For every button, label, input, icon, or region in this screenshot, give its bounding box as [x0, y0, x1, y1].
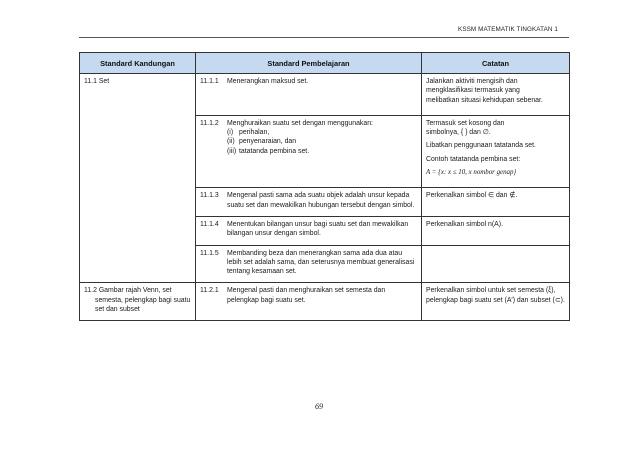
content-standard-cell	[80, 245, 196, 283]
sub-item-number: (ii)	[227, 138, 235, 146]
learning-standard-text: Menentukan bilangan unsur bagi suatu set dan mewakilkan bilangan unsur dengan simbol.	[227, 220, 409, 238]
note-text: Perkenalkan simbol untuk set semesta (ξ), pelengkap bagi suatu set (A′) dan subset (⊂).	[426, 287, 565, 304]
note-text: Contoh tatatanda pembina set:	[426, 155, 521, 163]
table-row	[80, 115, 570, 187]
notes-cell	[422, 74, 570, 116]
table-header-row	[80, 53, 570, 74]
learning-standard-number: 11.1.3	[200, 192, 219, 200]
learning-standard-cell	[196, 74, 422, 116]
learning-standard-text: Mengenal pasti sama ada suatu objek adalah unsur kepada suatu set dan mewakilkan hubungan tersebut dengan simbol.	[227, 192, 415, 209]
content-standard-cell	[80, 74, 196, 116]
learning-standard-number: 11.2.1	[200, 287, 219, 295]
note-text: Perkenalkan simbol ∈ dan ∉.	[426, 192, 518, 200]
column-header-standard-kandungan: Standard Kandungan	[80, 53, 196, 74]
notes-cell	[422, 188, 570, 217]
learning-standard-text: Membanding beza dan menerangkan sama ada dua atau lebih set adalah sama, dan seterusnya membuat generalisasi tentang kesamaan set.	[227, 249, 415, 276]
note-text: Libatkan penggunaan tatatanda set.	[426, 142, 536, 150]
set-builder-example: A = {x: x ≤ 10, x nombor genap}	[426, 169, 517, 177]
learning-standard-cell	[196, 188, 422, 217]
sub-item-text: penyenaraian, dan	[239, 138, 297, 146]
curriculum-table	[79, 52, 570, 321]
content-standard-cell	[80, 188, 196, 217]
column-header-standard-pembelajaran: Standard Pembelajaran	[196, 53, 422, 74]
content-standard-cell	[80, 216, 196, 245]
content-standard-text: 11.2 Gambar rajah Venn, set semesta, pelengkap bagi suatu set dan subset	[84, 287, 191, 314]
notes-cell	[422, 115, 570, 187]
learning-standard-cell	[196, 115, 422, 187]
content-standard-cell	[80, 283, 196, 321]
notes-cell	[422, 283, 570, 321]
notes-cell	[422, 216, 570, 245]
content-standard-cell	[80, 115, 196, 187]
table-row	[80, 216, 570, 245]
learning-standard-cell	[196, 245, 422, 283]
note-text: Perkenalkan simbol n(A).	[426, 220, 503, 228]
learning-standard-number: 11.1.4	[200, 220, 219, 228]
header-rule	[79, 37, 569, 38]
sub-item-text: perihalan,	[239, 129, 270, 137]
note-text: Jalankan aktiviti mengisih dan mengklasifikasi termasuk yang melibatkan situasi kehidupan sebenar.	[426, 78, 543, 104]
table-row	[80, 74, 570, 116]
column-header-catatan: Catatan	[422, 53, 570, 74]
sub-item-number: (iii)	[227, 147, 237, 155]
table-row	[80, 245, 570, 283]
table-row	[80, 283, 570, 321]
learning-standard-text: Menghuraikan suatu set dengan menggunakan:	[227, 119, 373, 127]
notes-cell	[422, 245, 570, 283]
learning-standard-number: 11.1.1	[200, 78, 219, 85]
content-standard-text: 11.1 Set	[84, 78, 110, 85]
table-row	[80, 188, 570, 217]
learning-standard-cell	[196, 216, 422, 245]
learning-standard-text: Menerangkan maksud set.	[227, 78, 309, 85]
sub-item-text: tatatanda pembina set.	[239, 147, 310, 155]
document-header: KSSM MATEMATIK TINGKATAN 1	[458, 26, 558, 33]
page-number: 69	[315, 402, 323, 411]
note-text: Termasuk set kosong dan simbolnya, { } dan ∅.	[426, 119, 505, 137]
sub-item-number: (i)	[227, 129, 234, 137]
learning-standard-cell	[196, 283, 422, 321]
learning-standard-text: Mengenal pasti dan menghuraikan set semesta dan pelengkap bagi suatu set.	[227, 287, 386, 304]
learning-standard-number: 11.1.2	[200, 119, 219, 127]
learning-standard-number: 11.1.5	[200, 249, 219, 257]
